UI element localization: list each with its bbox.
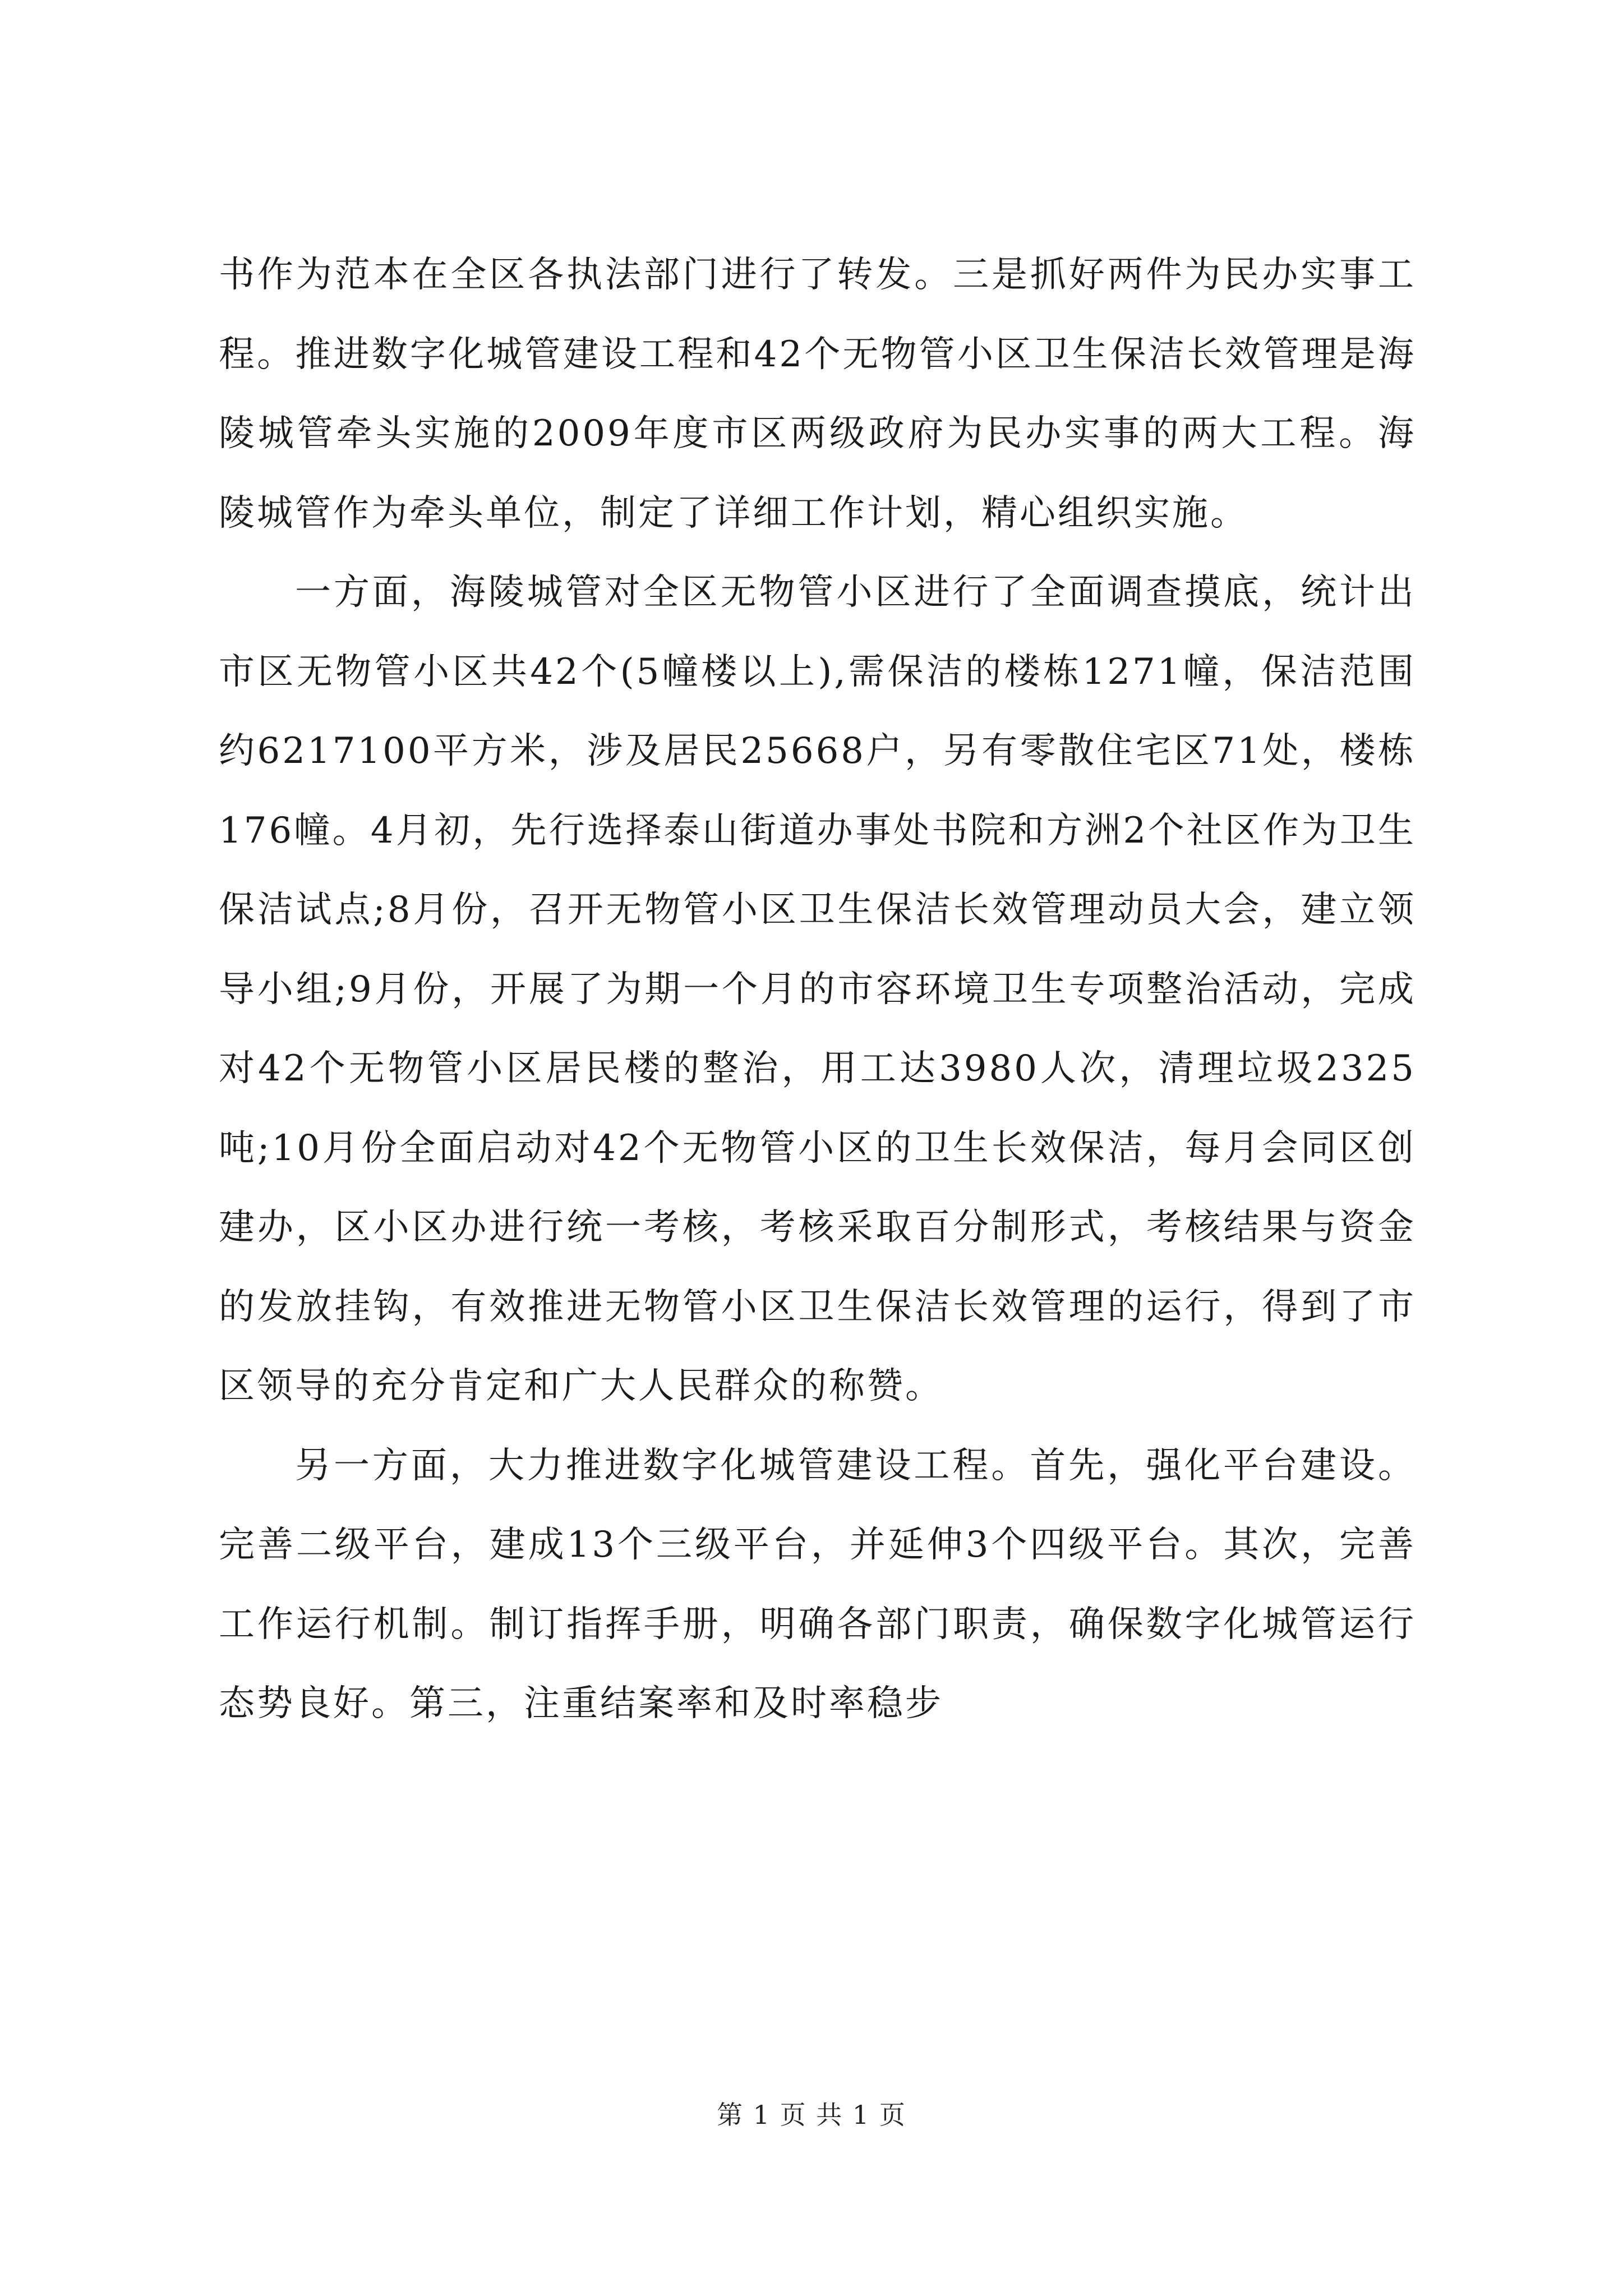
paragraph-continuation: 书作为范本在全区各执法部门进行了转发。三是抓好两件为民办实事工程。推进数字化城管建设工程和42个无物管小区卫生保洁长效管理是海陵城管牵头实施的2009年度市区两级政府为民办实事的两大工程。海陵城管作为牵头单位，制定了详细工作计划，精心组织实施。: [219, 254, 1416, 534]
paragraph-first-aspect: 一方面，海陵城管对全区无物管小区进行了全面调查摸底，统计出市区无物管小区共42个(5幢楼以上),需保洁的楼栋1271幢，保洁范围约6217100平方米，涉及居民25668户，另有零散住宅区71处，楼栋176幢。4月初，先行选择泰山街道办事处书院和方洲2个社区作为卫生保洁试点;8月份，召开无物管小区卫生保洁长效管理动员大会，建立领导小组;9月份，开展了为期一个月的市容环境卫生专项整治活动，完成对42个无物管小区居民楼的整治，用工达3980人次，清理垃圾2325吨;10月份全面启动对42个无物管小区的卫生长效保洁，每月会同区创建办，区小区办进行统一考核，考核采取百分制形式，考核结果与资金的发放挂钩，有效推进无物管小区卫生保洁长效管理的运行，得到了市区领导的充分肯定和广大人民群众的称赞。: [219, 572, 1416, 1407]
document-body: [219, 236, 1416, 1744]
page-footer: 第 1 页 共 1 页: [717, 2100, 906, 2130]
paragraph-second-aspect: 另一方面，大力推进数字化城管建设工程。首先，强化平台建设。完善二级平台，建成13个三级平台，并延伸3个四级平台。其次，完善工作运行机制。制订指挥手册，明确各部门职责，确保数字化城管运行态势良好。第三，注重结案率和及时率稳步: [219, 1444, 1416, 1724]
